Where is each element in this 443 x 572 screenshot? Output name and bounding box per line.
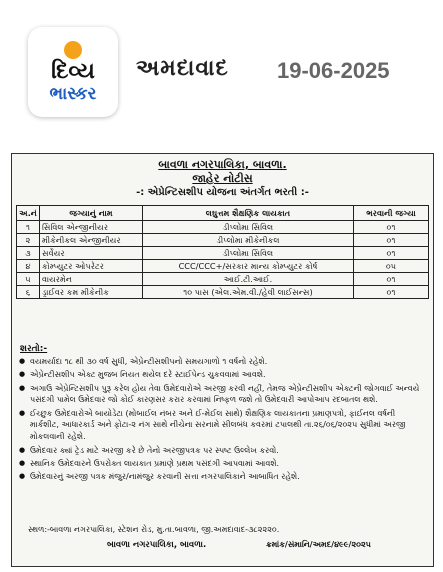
list-item: ● સ્થાનિક ઉમેદવારને ઉપરોક્ત લાયકાત પ્રમાણે પ્રથમ પસંદગી આપવામાં આવશે. bbox=[18, 458, 426, 470]
row-no: ૬ bbox=[17, 286, 40, 299]
list-item: ● એપ્રેન્ટીસશીપ એક્ટ મુજબ નિયત થયેલ દરે સ્ટાઈપેન્ડ ચુકવવામાં આવશે. bbox=[18, 369, 426, 381]
notice-issuer: બાવળા નગરપાલિકા, બાવળા. bbox=[158, 158, 287, 171]
row-vacancies: ૦૧ bbox=[354, 234, 429, 247]
row-qualification: ૧૦ પાસ (એલ.એમ.વી./હેવી લાઈસન્સ) bbox=[143, 286, 354, 299]
publish-date: 19-06-2025 bbox=[277, 58, 390, 83]
sun-icon bbox=[64, 41, 82, 59]
vacancy-table bbox=[16, 205, 429, 299]
list-item: ● ઉમેદવારનું અરજી પત્રક મંજુર/નામંજુર કરવાની સત્તા નગરપાલિકાને આબાધિત રહેશે. bbox=[18, 471, 426, 483]
list-item: ● ઉમેદવાર ક્યાં ટ્રેડ માટે અરજી કરે છે તેનો અરજીપત્રક પર સ્પષ્ટ ઉલ્લેખ કરવો. bbox=[18, 445, 426, 457]
row-no: ૩ bbox=[17, 247, 40, 260]
divya-bhaskar-logo[interactable] bbox=[28, 27, 118, 117]
col-header-post: જગ્યાનું નામ bbox=[40, 206, 143, 221]
row-qualification: CCC/CCC+/સરકાર માન્ય કોમ્પ્યુટર કોર્ષ bbox=[143, 260, 354, 273]
logo-text-line1: દિવ્ય bbox=[51, 59, 95, 84]
table-row bbox=[17, 247, 429, 260]
row-vacancies: ૦૧ bbox=[354, 221, 429, 234]
table-row bbox=[17, 273, 429, 286]
news-header bbox=[0, 0, 443, 150]
row-no: ૫ bbox=[17, 273, 40, 286]
conditions-list bbox=[18, 356, 426, 484]
row-qualification: ડીપ્લોમા સિવિલ bbox=[143, 247, 354, 260]
notice-heading: જાહેર નોટીસ bbox=[192, 172, 253, 185]
table-row bbox=[17, 234, 429, 247]
row-qualification: આઈ.ટી.આઈ. bbox=[143, 273, 354, 286]
table-header-row bbox=[17, 206, 429, 221]
table-row bbox=[17, 221, 429, 234]
row-no: ૨ bbox=[17, 234, 40, 247]
notice-subheading: -: એપ્રેન્ટિસશીપ યોજના અંતર્ગત ભરતી :- bbox=[136, 187, 309, 198]
row-post: વાયરમેન bbox=[40, 273, 143, 286]
application-address: સ્થળ:-બાવળા નગરપાલિકા, સ્ટેશન રોડ, મુ.તા.બાવળા, જી.અમદાવાદ-૩૮૨૨૨૦. bbox=[28, 525, 280, 534]
notice-reference-number: ક્રમાંક/સંમાનિ/અમદ/૪૯૯/૨૦૨૫ bbox=[266, 540, 371, 549]
notice-signatory: બાવળા નગરપાલિકા, બાવળા. bbox=[107, 540, 207, 550]
col-header-no: અ.નં bbox=[17, 206, 40, 221]
row-vacancies: ૦૧ bbox=[354, 286, 429, 299]
row-qualification: ડીપ્લોમા મીકેનીકલ bbox=[143, 234, 354, 247]
list-item: ● અગાઉ એપ્રેન્ટિસશીપ પુરૂ કરેલ હોય તેવા ઉમેદવારોએ અરજી કરવી નહીં, તેમજ એપ્રેન્ટીસશીપ એક્ટની જોગવાઈ અન્વયે પસંદગી પામેલ ઉમેદવાર જો કોઈ કારણસર કરાર કરવામાં નિષ્ફળ જશે તો ઉમેદવારી આપોઆપ રદબાતલ થશે. bbox=[18, 383, 426, 407]
row-vacancies: ૦૧ bbox=[354, 247, 429, 260]
logo-text-line2: ભાસ્કર bbox=[49, 84, 97, 104]
row-vacancies: ૦૫ bbox=[354, 260, 429, 273]
row-vacancies: ૦૧ bbox=[354, 273, 429, 286]
row-qualification: ડીપ્લોમા સિવિલ bbox=[143, 221, 354, 234]
row-post: સર્વેયર bbox=[40, 247, 143, 260]
col-header-vacancies: ભરવાની જગ્યા bbox=[354, 206, 429, 221]
notice-clipping bbox=[11, 153, 434, 567]
table-row bbox=[17, 286, 429, 299]
row-post: સિવિલ એન્જીનીયર bbox=[40, 221, 143, 234]
row-no: ૧ bbox=[17, 221, 40, 234]
table-row bbox=[17, 260, 429, 273]
col-header-qualification: લઘુત્તમ શૈક્ષણિક લાયકાત bbox=[143, 206, 354, 221]
conditions-label: શરતો:- bbox=[20, 344, 48, 354]
list-item: ● ઈચ્છુક ઉમેદવારોએ બાયોડેટા (મોબાઈલ નંબર અને ઈ-મેઈલ સાથે) શૈક્ષણિક લાયકાતના પ્રમાણપત્રો, ફાઈનલ વર્ષની માર્કશીટ, આધારકાર્ડ અને ફોટા-૨ નંગ સાથે નીચેના સરનામે સીલબંધ કવરમાં ટપાલથી તા.૨૬/૦૬/૨૦૨૫ સુધીમાં અરજી મોકલવાની રહેશે. bbox=[18, 408, 426, 443]
row-post: કોમ્પ્યુટર ઓપરેટર bbox=[40, 260, 143, 273]
row-post: ડ્રાઈવર કમ મીકેનીક bbox=[40, 286, 143, 299]
list-item: ● વયમર્યાદા ૧૮ થી ૩૦ વર્ષ સુધી, એપ્રેન્ટીસશીપનો સમયગાળો ૧ વર્ષનો રહેશે. bbox=[18, 356, 426, 368]
row-post: મીકેનીકલ એન્જીનીયર bbox=[40, 234, 143, 247]
city-name: અમદાવાદ bbox=[136, 56, 229, 81]
row-no: ૪ bbox=[17, 260, 40, 273]
